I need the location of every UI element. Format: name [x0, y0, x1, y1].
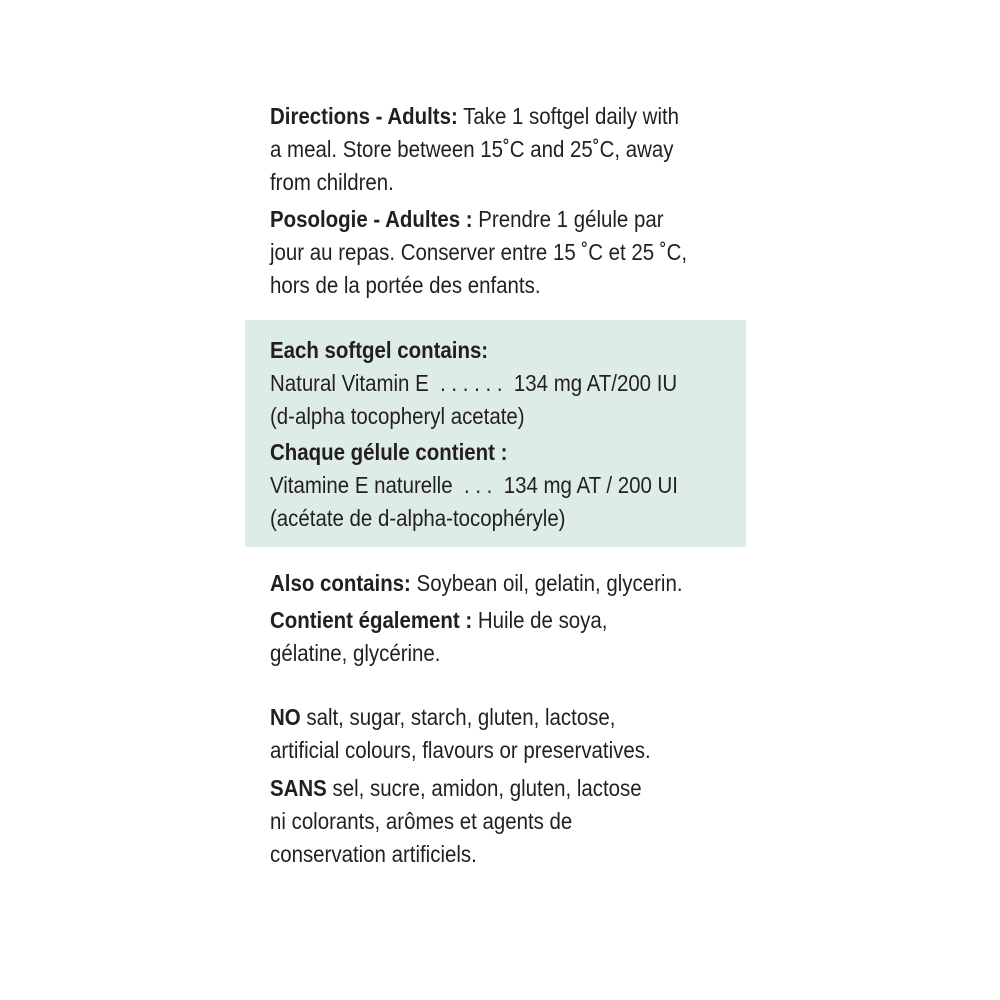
- directions-fr-label: Posologie - Adultes :: [270, 206, 473, 232]
- also-contains-en: Also contains: Soybean oil, gelatin, glycerin.: [270, 570, 683, 596]
- directions-fr: Posologie - Adultes : Prendre 1 gélule par jour au repas. Conserver entre 15 ˚C et 25 ˚C, hors de la portée des enfants.: [270, 206, 688, 298]
- directions-en-label: Directions - Adults:: [270, 103, 458, 129]
- ingredients-fr-heading: Chaque gélule contient :: [270, 439, 508, 465]
- ingredients-fr: Chaque gélule contient : Vitamine E naturelle . . . 134 mg AT / 200 UI (acétate de d-alpha-tocophéryle): [270, 436, 678, 535]
- ingredients-en: Each softgel contains: Natural Vitamin E . . . . . . 134 mg AT/200 IU (d-alpha tocopheryl acetate): [270, 334, 677, 433]
- free-of-fr: SANS sel, sucre, amidon, gluten, lactose ni colorants, arômes et agents de conservation artificiels.: [270, 775, 642, 867]
- also-contains-fr: Contient également : Huile de soya, gélatine, glycérine.: [270, 607, 608, 666]
- directions-en: Directions - Adults: Take 1 softgel daily with a meal. Store between 15˚C and 25˚C, away from children.: [270, 103, 680, 195]
- free-of-en: NO salt, sugar, starch, gluten, lactose, artificial colours, flavours or preservatives.: [270, 704, 651, 763]
- ingredients-en-heading: Each softgel contains:: [270, 337, 489, 363]
